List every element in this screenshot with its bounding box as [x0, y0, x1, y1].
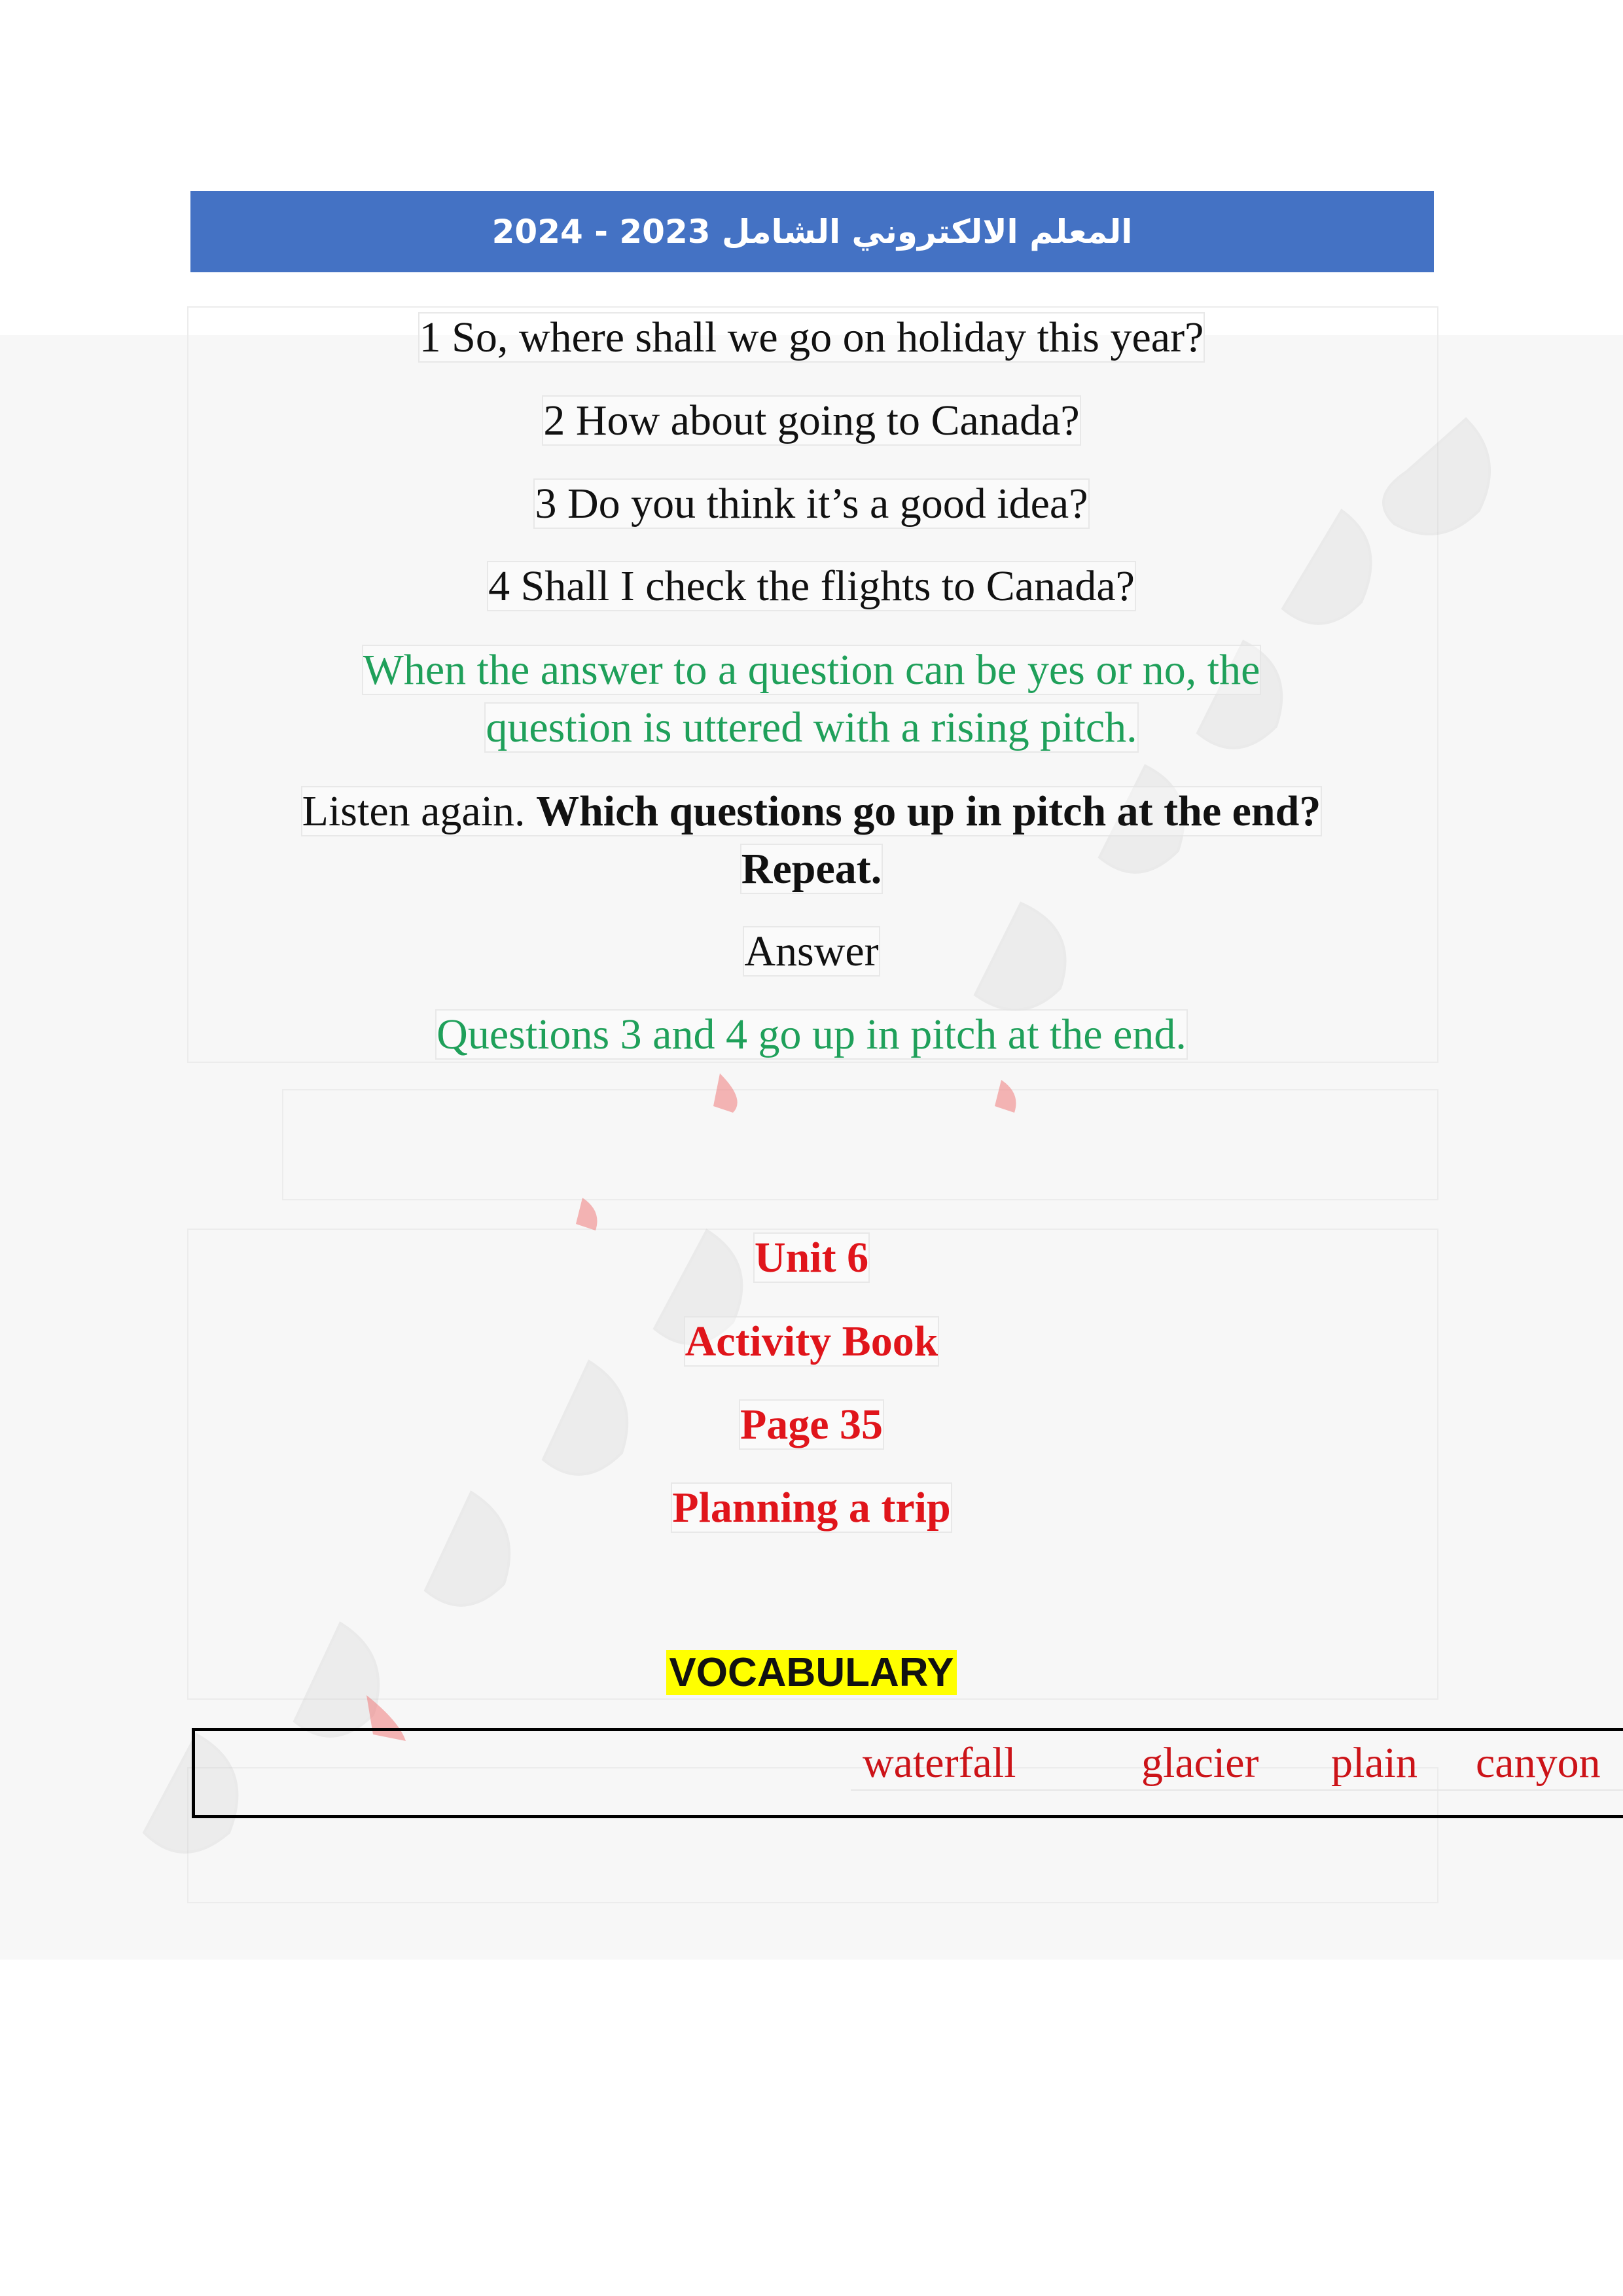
repeat-text: Repeat.: [741, 845, 882, 893]
question-text: 2 How about going to Canada?: [543, 397, 1080, 444]
question-text: 4 Shall I check the flights to Canada?: [488, 562, 1135, 610]
answer-sentence: Questions 3 and 4 go up in pitch at the end.: [437, 1011, 1186, 1058]
answer-label-text: Answer: [744, 927, 879, 975]
task-repeat: [157, 840, 1466, 898]
rule-line-1: [157, 641, 1466, 699]
question-1: [157, 309, 1466, 367]
vocab-word: waterfall: [863, 1739, 1016, 1787]
unit-title: [157, 1229, 1466, 1287]
question-2: [157, 392, 1466, 450]
rule-text: question is uttered with a rising pitch.: [486, 704, 1137, 751]
question-text: 1 So, where shall we go on holiday this year?: [419, 314, 1204, 361]
page-text: Page 35: [740, 1401, 883, 1448]
answer-text: [157, 1006, 1466, 1064]
page-number: [157, 1396, 1466, 1454]
task-question: Which questions go up in pitch at the end?: [536, 787, 1321, 835]
header-banner: [190, 191, 1434, 272]
content-frame-3: [187, 1229, 1438, 1700]
vocab-word: canyon: [1476, 1739, 1601, 1787]
header-title: المعلم الالكتروني الشامل 2023 - 2024: [491, 213, 1133, 251]
question-text: 3 Do you think it’s a good idea?: [535, 480, 1088, 528]
book-title: [157, 1313, 1466, 1371]
task-prefix: Listen again.: [302, 787, 537, 835]
vocab-word: plain: [1331, 1739, 1418, 1787]
answer-label: [157, 923, 1466, 980]
vocabulary-heading: [157, 1644, 1466, 1702]
book-text: Activity Book: [685, 1318, 938, 1365]
content-frame-2: [282, 1089, 1438, 1200]
vocabulary-heading-text: VOCABULARY: [666, 1650, 956, 1695]
topic-title: [157, 1479, 1466, 1537]
topic-text: Planning a trip: [672, 1484, 951, 1532]
vocab-word: glacier: [1141, 1739, 1259, 1787]
rule-text: When the answer to a question can be yes or no, the: [363, 646, 1260, 694]
task-instruction: [157, 783, 1466, 840]
unit-text: Unit 6: [754, 1234, 869, 1282]
question-4: [157, 558, 1466, 615]
question-3: [157, 475, 1466, 533]
rule-line-2: [157, 699, 1466, 757]
